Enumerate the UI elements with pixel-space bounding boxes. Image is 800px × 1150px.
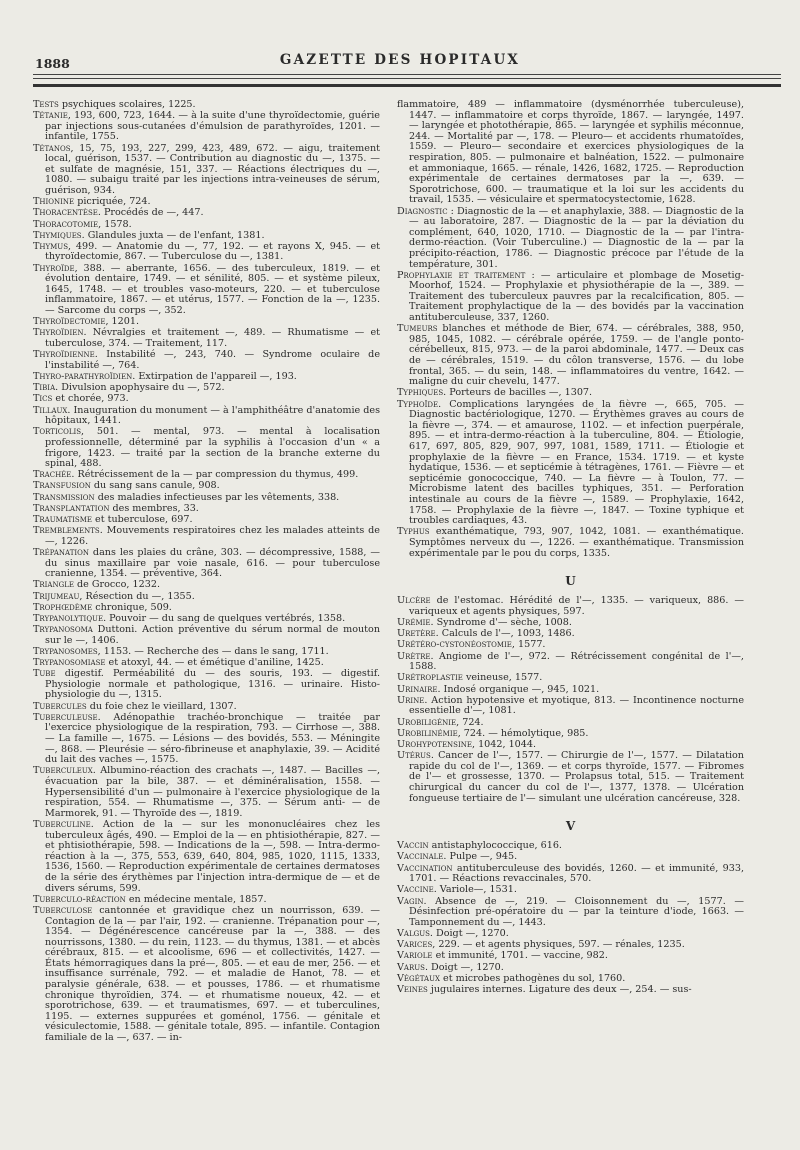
entry-text: digestif. Perméabilité du — des souris, 193. — digestif. Physiologie normale et pathologique, 1316. — urinaire. Histo-physiologie du —, 1315. [45,668,380,701]
entry-heading: Tuberculine [33,818,91,830]
index-entry [397,324,744,388]
entry-text: , 724. — hémolytique, 985. [457,727,589,739]
entry-heading: Utérus [397,750,431,762]
entry-heading: Diagnostic [397,205,448,217]
entry-text: Duttoni. Action préventive du sérum normal de mouton sur le —, 1406. [45,624,380,646]
running-head-title: GAZETTE DES HOPITAUX [279,52,521,68]
entry-text: , 15, 75, 193, 227, 299, 423, 489, 672. — aigu, traitement local, guérison, 1537. — Contribution au diagnostic du —, 1375. — et sulfate de magnésie, 151, 337. — Réactions électriques du —, 1080. — subaigu traité par les injections intra-veineuses de sérum, guérison, 934. [45,142,380,196]
entry-heading: Tillaux [33,404,68,416]
index-entry [33,603,380,614]
entry-heading: Trypanolytique [33,612,104,624]
entry-text: et atoxyl, 44. — et émétique d'aniline, 1425. [105,657,324,669]
entry-heading: Trépanation [33,547,89,558]
index-entry [33,669,380,701]
entry-text: . Glandules juxta — de l'enfant, 1381. [81,229,265,241]
entry-text: . Cancer de l'—, 1577. — Chirurgie de l'—, 1577. — Dilatation rapide du col de l'—, 1369. — et corps thyroïde, 1577. — Fibromes de l'— et grossesse, 1370. — Prolapsus total, 515. — Traitement chirurgical du cancer du col de l'—, 1377, 1378. — Ulcération fongueuse tertiaire de l'— simulant une ulcération cancéreuse, 328. [409,750,744,804]
index-entry [33,197,380,208]
entry-text: jugulaires internes. Ligature des deux —, 254. — sus- [427,983,692,995]
index-entry [33,906,380,1044]
index-entry [397,718,744,729]
entry-heading: Thyroïdectomie [33,316,106,328]
entry-heading: Urobilinémie [397,727,458,739]
index-entry [33,493,380,504]
index-entry [33,111,380,143]
index-entry [33,625,380,646]
index-entry [397,897,744,929]
entry-heading: Trypanosomiase [33,657,106,669]
entry-heading: Varices [397,939,433,951]
index-entry [33,614,380,625]
entry-heading: Thionine [33,196,75,208]
right-column [397,100,744,996]
entry-text: , 1201. [105,316,140,328]
index-entry [33,208,380,219]
entry-heading: Thymus [33,240,68,252]
entry-text: : — articulaire et plombage de Mosetig-Moorhof, 1524. — Prophylaxie et physiothérapie de la —, 389. — Traitement des tuberculeux pauvres par la recalcification, 805. — Traitement prophylactique de la — des bovidés par la vaccination antituberculeuse, 337, 1260. [409,269,744,324]
entry-heading: Varus [397,961,425,973]
index-entry [33,383,380,394]
index-entry [33,592,380,603]
entry-text: des maladies infectieuses par les vêtements, 338. [94,491,340,503]
entry-text: dans les plaies du crâne, 303. — décompressive, 1588, — du sinus maxillaire par voie nasale, 616. — pour tuberculose cranienne, 1354. — préventive, 364. [45,547,380,580]
entry-heading: Tuberculeux [33,765,93,777]
entry-heading: Vaccine [397,884,434,896]
entry-text: . Inauguration du monument — à l'amphithéâtre d'anatomie des hôpitaux, 1441. [45,404,380,427]
entry-text: et immunité, 1701. — vaccine, 982. [432,950,608,962]
entry-heading: Tests [33,99,59,110]
index-entry [397,207,744,271]
entry-heading: Prophylaxie et traitement [397,269,526,281]
index-entry [33,427,380,469]
entry-heading: Transplantation [33,502,110,514]
index-entry [33,144,380,197]
entry-heading: Thymiques [33,229,82,241]
entry-heading: Valgus [397,928,430,939]
index-entry [397,841,744,852]
entry-text: . Angiome de l'—, 972. — Rétrécissement congénital de l'—, 1588. [409,650,744,673]
entry-text: et chorée, 973. [52,393,129,405]
index-entry [397,951,744,962]
entry-heading: Trypanosomes [33,645,98,657]
entry-text: . Calculs de l'—, 1093, 1486. [435,628,575,640]
entry-heading: Traumatisme [33,514,92,526]
index-entry [397,729,744,740]
index-entry [33,515,380,526]
entry-text: du foie chez le vieillard, 1307. [86,700,237,712]
entry-text: , 724. [456,716,484,728]
index-entry [33,317,380,328]
entry-text: picriquée, 724. [74,196,151,208]
entry-heading: Vaccinale [397,851,444,863]
entry-heading: Typhiques [397,387,444,399]
entry-heading: Urétéro-cystonéostomie [397,639,512,651]
index-entry [397,100,744,206]
entry-heading: Urohypotensine [397,738,472,750]
index-entry [33,394,380,405]
entry-heading: Tube [33,668,56,680]
index-entry [33,647,380,658]
entry-text: , 1042, 1044. [471,738,537,750]
entry-heading: Trijumeau [33,590,80,602]
entry-text: en médecine mentale, 1857. [125,893,267,905]
index-entry [397,271,744,324]
entry-text: , 1578. [98,218,132,230]
entry-heading: Tuberculose [33,904,93,916]
index-entry [397,629,744,640]
entry-heading: Urètre [397,650,431,662]
entry-heading: Transfusion [33,480,91,492]
entry-heading: Transmission [33,491,95,503]
entry-heading: Tibia [33,382,56,394]
entry-heading: Thyroïdienne [33,349,95,361]
entry-text: . Instabilité —, 243, 740. — Syndrome oculaire de l'instabilité —, 764. [45,349,380,371]
header-rule [33,78,781,79]
index-entry [33,264,380,317]
index-entry [397,985,744,996]
entry-heading: Variole [397,950,433,962]
index-entry [33,766,380,819]
section-letter-u: U [565,573,576,588]
index-entry [33,406,380,427]
index-entry [397,640,744,651]
index-entry [397,974,744,985]
entry-heading: Tubercules [33,700,87,712]
index-entry [33,895,380,906]
index-entry [397,652,744,673]
index-entry [33,658,380,669]
entry-text: chronique, 509. [92,601,172,613]
entry-text: , 499. — Anatomie du —, 77, 192. — et rayons X, 945. — et thyroïdectomie, 867. — Tuberculose du —, 1381. [45,240,380,263]
entry-text: . Procédés de —, 447. [97,207,204,219]
entry-heading: Urobiligénie [397,716,457,728]
header-rule-thick [33,84,781,87]
entry-heading: Vaccination [397,862,453,874]
entry-heading: Urétroplastie [397,672,463,684]
index-entry [397,864,744,885]
entry-heading: Uretère [397,628,436,640]
page-number: 1888 [35,56,70,71]
index-entry [397,527,744,559]
entry-text: psychiques scolaires, 1225. [58,99,196,110]
entry-text: . Extirpation de l'appareil —, 193. [132,370,297,382]
entry-text: . Complications laryngées de la fièvre —, 665, 705. — Diagnostic bactériologique, 1270. — Érythèmes graves au cours de la fièvre —, 374. — et amaurose, 1102. — et infection puerpérale, 895. — et intra-dermo-réaction à la tuberculine, 804. — Étiologie, 617, 697, 805, 829, 907, 997, 1081, 1589, 1711. — Étiologie et prophylaxie de la fièvre — en France, 1534. 1719. — et kyste hydatique, 1536. — et septicémie à tétragènes, 1761. — Fièvre — et septicémie gonococcique, 740. — La fièvre — à Toulon, 77. — Microbisme latent des bacilles typhiques, 351. — Perforation intestinale au cours de la fièvre —, 1589. — Prophylaxie, 1642, 1758. — Prophylaxie de la fièvre —, 1847. — Toxine typhique et troubles cardiaques, 43. [409,398,744,527]
index-entry [397,885,744,896]
entry-text: . Divulsion apophysaire du —, 572. [55,382,225,394]
index-entry [33,220,380,231]
entry-heading: Urinaire [397,683,438,695]
entry-text: des membres, 33. [109,502,199,514]
index-entry [33,242,380,263]
entry-text: . Rétrécissement de la — par compression du thymus, 499. [71,469,359,481]
index-entry [397,596,744,617]
entry-heading: Thyroïdien [33,327,84,339]
entry-text: de Grocco, 1232. [73,579,160,591]
index-entry [33,328,380,349]
entry-text: , Résection du —, 1355. [79,590,195,602]
entry-heading: Veines [397,983,428,995]
entry-text: , 193, 600, 723, 1644. — à la suite d'une thyroïdectomie, guérie par injections sous-cutanées d'émulsion de parathyroïdes, 1201. — infantile, 1755. [45,110,380,143]
entry-text: . Pulpe —, 945. [443,851,518,863]
entry-heading: Thyroïde [33,262,75,274]
entry-text: et tuberculose, 697. [91,514,193,526]
entry-text: antituberculeuse des bovidés, 1260. — et immunité, 933, 1701. — Réactions revaccinales, 570. [409,862,744,885]
entry-text: exanthématique, 793, 907, 1042, 1081. — exanthématique. Symptômes nerveux du —, 1226. — exanthématique. Transmission expérimentale par le pou du corps, 1335. [409,526,744,559]
entry-text: blanches et méthode de Bier, 674. — cérébrales, 388, 950, 985, 1045, 1082. — cérébrale opérée, 1759. — de l'angle ponto-cérébelleux, 815, 973. — de la paroi abdominale, 1477. — Deux cas de — cérébrales, 1519. — du côlon transverse, 1576. — du lobe frontal, 365. — du sein, 148. — inflammatoires du ventre, 1642. — maligne du cuir chevelu, 1477. [409,323,744,388]
index-entry [33,526,380,547]
entry-text: . Indosé organique —, 945, 1021. [437,683,600,695]
index-entry [33,702,380,713]
entry-text: . Action de la — sur les mononucléaires chez les tuberculeux âgés, 490. — Emploi de la — en phtisiothérapie, 827. — et phtisiothérapie, 598. — Indications de la —, 598. — Intra-dermo-réaction à la —, 375, 553, 639, 640, 804, 985, 1020, 1115, 1333, 1536, 1560. — Reproduction expérimentale de certaines dermatoses de la série des érythèmes par l'injection intra-dermique de — et de divers sérums, 599. [45,818,380,894]
index-entry [33,481,380,492]
header-rule [33,74,781,75]
index-entry [397,618,744,629]
entry-heading: Vaccin [397,840,429,852]
entry-heading: Tuberculeuse [33,711,98,723]
entry-text: cantonnée et gravidique chez un nourrisson, 639. — Contagion de la — par l'air, 192. — cranienne. Trépanation pour —, 1354. — Dégénérescence cancéreuse par la —, 388. — des nourrissons, 1380. — du rein, 1123. — du thymus, 1381. — et abcès cérébraux, 815. — et alcoolisme, 696 — et collectivités, 1427. — États hémorragiques dans la pré—, 805. — et eau de mer, 256. — et insuffisance surrénale, 792. — et maladie de Hanot, 78. — et paralysie générale, 638. — et pousses, 1786. — et rhumatisme chronique thyroïdien, 374. — et rhumatisme noueux, 42. — et sporotrichose, 639. — et traumatismes, 697. — et tuberculines, 1195. — externes suppurées et goménol, 1756. — génitale et vésiculectomie, 1588. — génitale totale, 895. — infantile. Contagion familiale de la —, 637. — in- [45,904,380,1044]
entry-heading: Typhoïde [397,398,439,410]
entry-text: : Diagnostic de la — et anaphylaxie, 388. — Diagnostic de la — au laboratoire, 287. — Diagnostic de la — par la déviation du complément, 640, 1020, 1710. — Diagnostic de la — par l'intra-dermo-réaction. (Voir Tuberculine.) — Diagnostic de la — par la précipito-réaction, 1786. — Diagnostic précoce par l'étude de la température, 301. [409,205,744,270]
entry-heading: Urine [397,694,425,706]
index-entry [33,372,380,383]
index-entry [397,852,744,863]
entry-text: et microbes pathogènes du sol, 1760. [439,972,626,984]
index-entry [33,820,380,894]
entry-text: . Syndrome d'— sèche, 1008. [430,617,572,629]
index-entry [33,580,380,591]
entry-text: . Action hypotensive et myotique, 813. — Incontinence nocturne essentielle d'—, 1081. [409,694,744,717]
entry-heading: Trachée [33,469,72,481]
index-entry [33,231,380,242]
entry-text: de l'estomac. Hérédité de l'—, 1335. — variqueux, 886. — variqueux et agents physiques, 597. [409,595,744,617]
entry-heading: Tumeurs [397,323,438,335]
entry-heading: Vagin [397,895,424,907]
entry-heading: Urémie [397,617,431,629]
entry-text: . Absence de —, 219. — Cloisonnement du —, 1577. — Désinfection pré-opératoire du — par la teinture d'iode, 1663. — Tamponnement du —, 1443. [409,895,744,928]
entry-heading: Thyro-parathyroïdien [33,370,133,382]
entry-text: flammatoire, 489 — inflammatoire (dysménorrhée tuberculeuse), 1447. — inflammatoire et corps thyroïde, 1867. — laryngée, 1497. — laryngée et photothérapie, 865. — laryngée et syphilis méconnue, 244. — Mortalité par —, 178. — Pleuro— et accidents rhumatoïdes, 1559. — Pleuro— secondaire et exercices physiologiques de la respiration, 805. — pulmonaire et balnéation, 1522. — pulmonaire et ammoniaque, 1665. — rénale, 1426, 1682, 1725. — Reproduction expérimentale de certaines dermatoses par la —, 639. — Sporotrichose, 600. — traumatique et la loi sur les accidents du travail, 1535. — vésiculaire et spermatocystectomie, 1628. [397,99,744,206]
index-entry [397,685,744,696]
entry-heading: Thoracotomie [33,218,99,230]
entry-heading: Thoracentèse [33,207,98,219]
index-entry [33,350,380,371]
entry-heading: Typhus [397,526,430,538]
entry-heading: Tétanos [33,142,71,154]
index-entry [397,940,744,951]
index-entry [397,388,744,399]
entry-heading: Tétanie [33,110,68,122]
index-entry [397,929,744,940]
entry-heading: Végétaux [397,972,440,984]
index-entry [33,548,380,580]
entry-text: antistaphylococcique, 616. [428,840,562,852]
index-entry [33,713,380,766]
index-entry [397,400,744,527]
entry-heading: Trypanosoma [33,624,93,636]
index-entry [33,504,380,515]
entry-text: . Albumino-réaction des crachats —, 1487. — Bacilles —, évacuation par la bile, 387. — et déminéralisation, 1558. — Hypersensibilité d'un — pulmonaire à l'exercice physiologique de la respiration, 554. — Rhumatisme —, 375. — Sérum anti- — de Marmorek, 91. — Thyroïde des —, 1819. [45,765,380,819]
entry-text: . Mouvements respiratoires chez les malades atteints de —, 1226. [45,525,380,547]
entry-heading: Tremblements [33,525,100,537]
section-letter-v: V [565,818,576,833]
index-entry [33,100,380,111]
entry-text: . Névralgies et traitement —, 489. — Rhumatisme — et tuberculose, 374. — Traitement, 117. [45,327,380,349]
entry-text: veineuse, 1577. [462,672,543,684]
index-entry [397,751,744,804]
entry-text: , 501. — mental, 973. — mental à localisation professionnelle, déterminé par la syphilis à l'occasion d'un « a frigore, 1423. — traité par la section de la branche externe du spinal, 488. [45,426,380,470]
entry-heading: Trophœdème [33,601,93,613]
left-column [33,100,380,1044]
entry-heading: Triangle [33,579,74,591]
entry-text: , 1153. — Recherche des — dans le sang, 1711. [97,645,329,657]
entry-text: . Porteurs de bacilles —, 1307. [443,387,593,399]
entry-heading: Tics [33,393,53,405]
entry-text: . Pouvoir — du sang de quelques vertébrés, 1358. [103,612,346,624]
index-entry [397,673,744,684]
entry-text: , 1577. [511,639,546,651]
entry-text: du sang sans canule, 908. [90,480,220,492]
entry-text: . Variole—, 1531. [433,884,517,896]
entry-heading: Torticolis [33,426,82,438]
entry-heading: Ulcère [397,595,431,607]
index-entry [397,963,744,974]
entry-text: , 229. — et agents physiques, 597. — rénales, 1235. [432,939,685,951]
entry-text: , 388. — aberrante, 1656. — des tuberculeux, 1819. — et évolution dentaire, 1749. — et sénilité, 805. — et système pileux, 1645, 1748. — et troubles vaso-moteurs, 220. — et tuberculose inflammatoire, 1867. — et utérus, 1577. — Fonction de la —, 1235. — Sarcome du corps —, 352. [45,262,380,317]
index-entry [397,696,744,717]
entry-text: . Doigt —, 1270. [429,928,509,939]
index-entry [33,470,380,481]
entry-text: . Doigt —, 1270. [424,961,504,973]
index-entry [397,740,744,751]
entry-heading: Tuberculo-réaction [33,893,126,905]
entry-text: . Adénopathie trachéo-bronchique — traitée par l'exercice physiologique de la respiration, 793. — Cirrhose —, 388. — La famille —, 1675. — Lésions — des bovidés, 553. — Méningite —, 868. — Pleurésie — séro-fibrineuse et anaphylaxie, 39. — Acidité du lait des vaches —, 1575. [45,711,380,766]
